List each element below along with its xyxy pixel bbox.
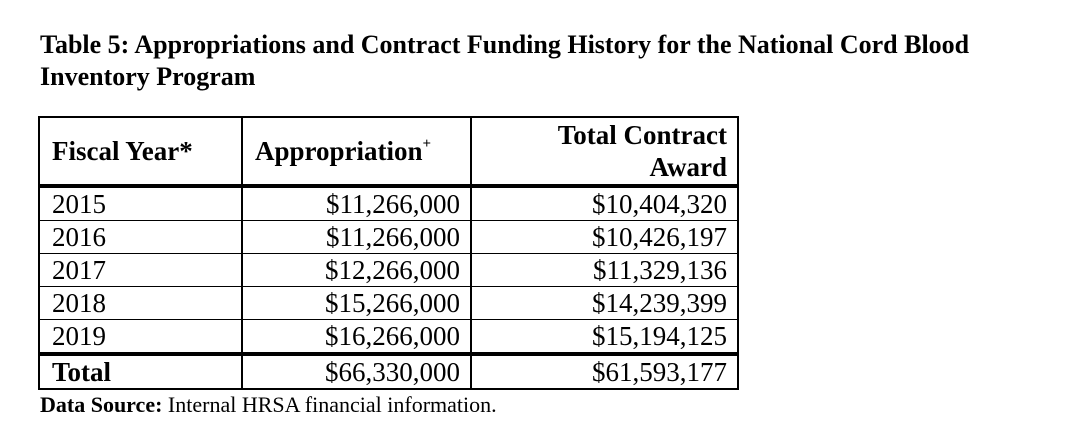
cell-award: $11,329,136 [471, 254, 738, 287]
table-row [39, 287, 738, 320]
total-row [39, 354, 738, 389]
cell-total-award: $61,593,177 [471, 354, 738, 389]
footnote-mark: + [422, 136, 432, 152]
data-source-label: Data Source: [40, 392, 163, 417]
cell-total-appropriation: $66,330,000 [242, 354, 471, 389]
cell-appropriation: $11,266,000 [242, 221, 471, 254]
header-fiscal-year: Fiscal Year* [39, 117, 242, 186]
cell-year: 2016 [39, 221, 242, 254]
cell-appropriation: $15,266,000 [242, 287, 471, 320]
table-row [39, 221, 738, 254]
header-appropriation-label: Appropriation [255, 136, 423, 166]
header-award-line1: Total Contract [557, 120, 727, 150]
cell-total-label: Total [39, 354, 242, 389]
table-row [39, 254, 738, 287]
cell-appropriation: $12,266,000 [242, 254, 471, 287]
data-source-text: Internal HRSA financial information. [167, 392, 497, 417]
cell-award: $14,239,399 [471, 287, 738, 320]
cell-appropriation: $11,266,000 [242, 186, 471, 221]
cell-year: 2019 [39, 320, 242, 355]
table-row [39, 186, 738, 221]
cell-appropriation: $16,266,000 [242, 320, 471, 355]
table-caption: Table 5: Appropriations and Contract Funding History for the National Cord Blood Inventory Program [40, 30, 970, 91]
table-row [39, 320, 738, 355]
cell-year: 2015 [39, 186, 242, 221]
cell-award: $10,426,197 [471, 221, 738, 254]
cell-year: 2017 [39, 254, 242, 287]
cell-award: $15,194,125 [471, 320, 738, 355]
data-source-note [40, 392, 497, 418]
header-total-contract-award [471, 117, 738, 186]
header-award-line2: Award [649, 152, 727, 182]
header-appropriation [242, 117, 471, 186]
funding-history-table [38, 116, 739, 390]
cell-award: $10,404,320 [471, 186, 738, 221]
table-header-row [39, 117, 738, 186]
cell-year: 2018 [39, 287, 242, 320]
